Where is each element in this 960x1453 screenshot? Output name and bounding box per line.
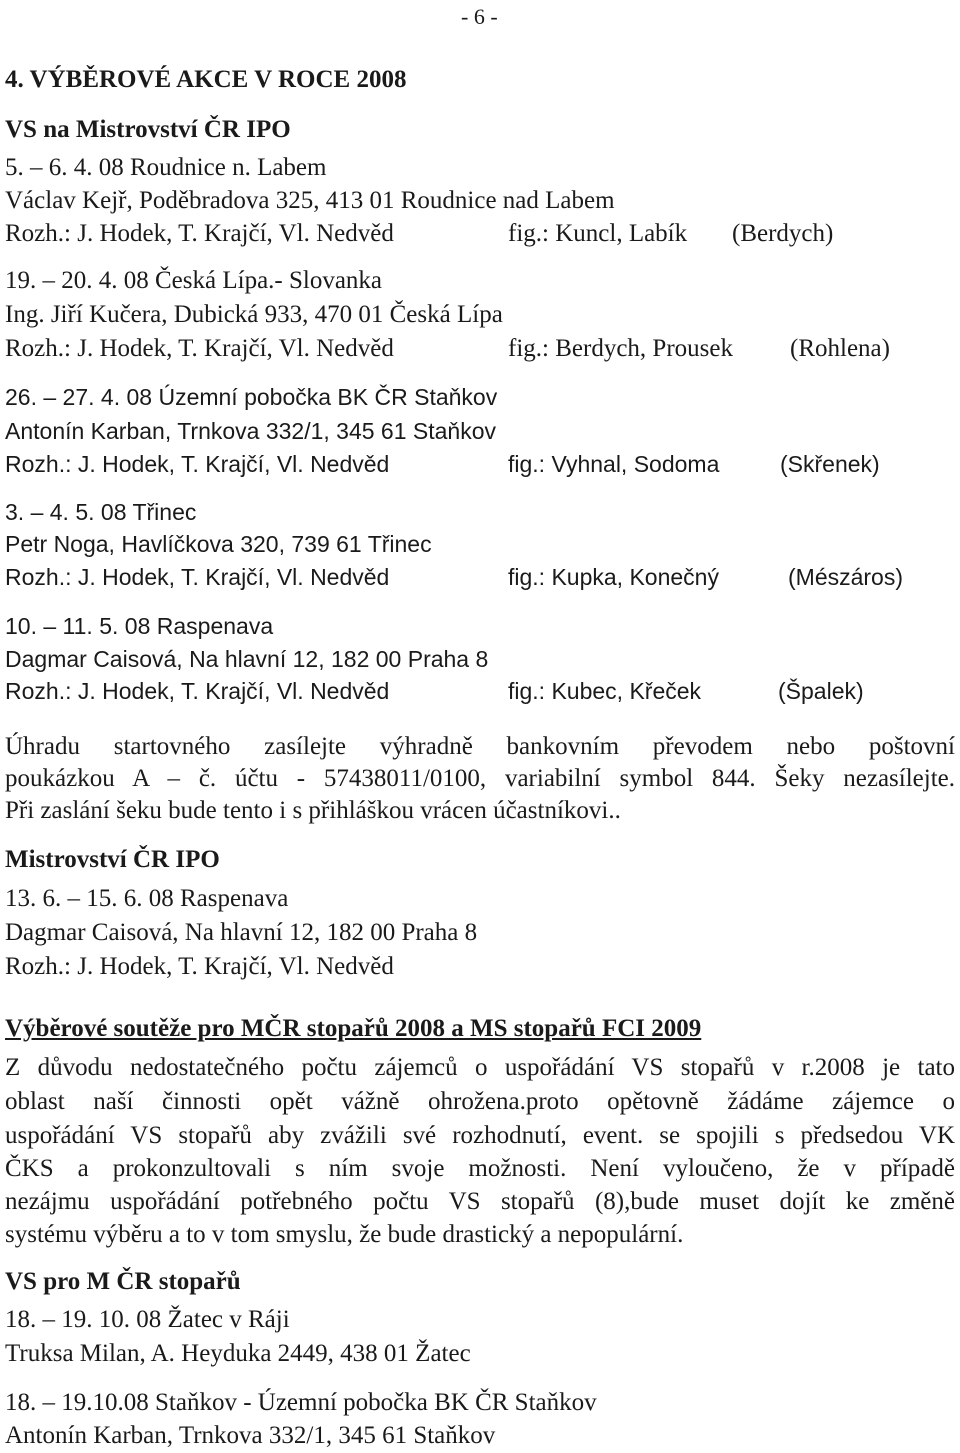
event-figurants: fig.: Kubec, Křeček	[508, 678, 702, 704]
tracking-event-organizer: Antonín Karban, Trnkova 332/1, 345 61 Staňkov	[5, 1422, 496, 1449]
tracking-paragraph-line: Z důvodu nedostatečného počtu zájemců o uspořádání VS stopařů v r.2008 je tato	[5, 1054, 955, 1081]
championship-judges: Rozh.: J. Hodek, T. Krajčí, Vl. Nedvěd	[5, 953, 394, 980]
section-ipo-heading: VS na Mistrovství ČR IPO	[5, 116, 291, 143]
event-reserve: (Špalek)	[778, 678, 864, 704]
event-organizer: Václav Kejř, Poděbradova 325, 413 01 Roudnice nad Labem	[5, 187, 615, 214]
payment-line: poukázkou A – č. účtu - 57438011/0100, variabilní symbol 844. Šeky nezasílejte.	[5, 765, 955, 792]
tracking-event-organizer: Truksa Milan, A. Heyduka 2449, 438 01 Žatec	[5, 1340, 471, 1367]
event-date: 26. – 27. 4. 08 Územní pobočka BK ČR Staňkov	[5, 384, 498, 410]
event-organizer: Dagmar Caisová, Na hlavní 12, 182 00 Praha 8	[5, 646, 489, 672]
event-reserve: (Mészáros)	[788, 564, 904, 590]
event-judges: Rozh.: J. Hodek, T. Krajčí, Vl. Nedvěd	[5, 564, 390, 590]
event-judges: Rozh.: J. Hodek, T. Krajčí, Vl. Nedvěd	[5, 451, 390, 477]
event-reserve: (Rohlena)	[790, 335, 890, 362]
tracking-paragraph-line: oblast naší činnosti opět vážně ohrožena.proto opětovně žádáme zájemce o	[5, 1088, 955, 1115]
event-date: 19. – 20. 4. 08 Česká Lípa.- Slovanka	[5, 267, 383, 294]
event-figurants: fig.: Berdych, Prousek	[508, 335, 733, 362]
event-judges: Rozh.: J. Hodek, T. Krajčí, Vl. Nedvěd	[5, 678, 390, 704]
event-organizer: Petr Noga, Havlíčkova 320, 739 61 Třinec	[5, 531, 432, 557]
event-date: 3. – 4. 5. 08 Třinec	[5, 499, 197, 525]
event-judges-row	[5, 219, 833, 249]
payment-line: Při zaslání šeku bude tento i s přihláškou vrácen účastníkovi..	[5, 797, 621, 824]
tracking-paragraph-line: ČKS a prokonzultovali s ním svoje možnosti. Není vyloučeno, že v případě	[5, 1155, 955, 1182]
championship-date: 13. 6. – 15. 6. 08 Raspenava	[5, 885, 289, 912]
tracking-event-date: 18. – 19. 10. 08 Žatec v Ráji	[5, 1306, 290, 1333]
event-date: 5. – 6. 4. 08 Roudnice n. Labem	[5, 154, 327, 181]
event-judges-row	[5, 562, 903, 592]
event-date: 10. – 11. 5. 08 Raspenava	[5, 613, 274, 639]
event-reserve: (Skřenek)	[780, 451, 880, 477]
tracking-events-heading: VS pro M ČR stopařů	[5, 1268, 241, 1295]
tracking-paragraph-line: uspořádání VS stopařů aby zvážili své rozhodnutí, event. se spojili s předsedou VK	[5, 1122, 955, 1149]
tracking-event-date: 18. – 19.10.08 Staňkov - Územní pobočka BK ČR Staňkov	[5, 1389, 597, 1416]
event-figurants: fig.: Vyhnal, Sodoma	[508, 451, 720, 477]
event-reserve: (Berdych)	[732, 220, 834, 247]
event-organizer: Ing. Jiří Kučera, Dubická 933, 470 01 Česká Lípa	[5, 301, 503, 328]
championship-heading: Mistrovství ČR IPO	[5, 846, 220, 873]
event-judges-row	[5, 334, 890, 364]
page-title: 4. VÝBĚROVÉ AKCE V ROCE 2008	[5, 66, 407, 93]
tracking-paragraph-line: nezájmu uspořádání potřebného počtu VS stopařů (8),bude muset dojít ke změně	[5, 1188, 955, 1215]
event-figurants: fig.: Kuncl, Labík	[508, 220, 688, 247]
tracking-paragraph-line: systému výběru a to v tom smyslu, že bude drastický a nepopulární.	[5, 1221, 684, 1248]
tracking-heading: Výběrové soutěže pro MČR stopařů 2008 a MS stopařů FCI 2009	[5, 1015, 702, 1042]
payment-line: Úhradu startovného zasílejte výhradně bankovním převodem nebo poštovní	[5, 733, 955, 760]
event-judges: Rozh.: J. Hodek, T. Krajčí, Vl. Nedvěd	[5, 220, 394, 247]
event-judges-row	[5, 449, 880, 479]
event-figurants: fig.: Kupka, Konečný	[508, 564, 719, 590]
event-judges-row	[5, 676, 864, 706]
page-number: - 6 -	[461, 4, 498, 29]
championship-organizer: Dagmar Caisová, Na hlavní 12, 182 00 Praha 8	[5, 919, 478, 946]
event-organizer: Antonín Karban, Trnkova 332/1, 345 61 Staňkov	[5, 418, 497, 444]
event-judges: Rozh.: J. Hodek, T. Krajčí, Vl. Nedvěd	[5, 335, 394, 362]
